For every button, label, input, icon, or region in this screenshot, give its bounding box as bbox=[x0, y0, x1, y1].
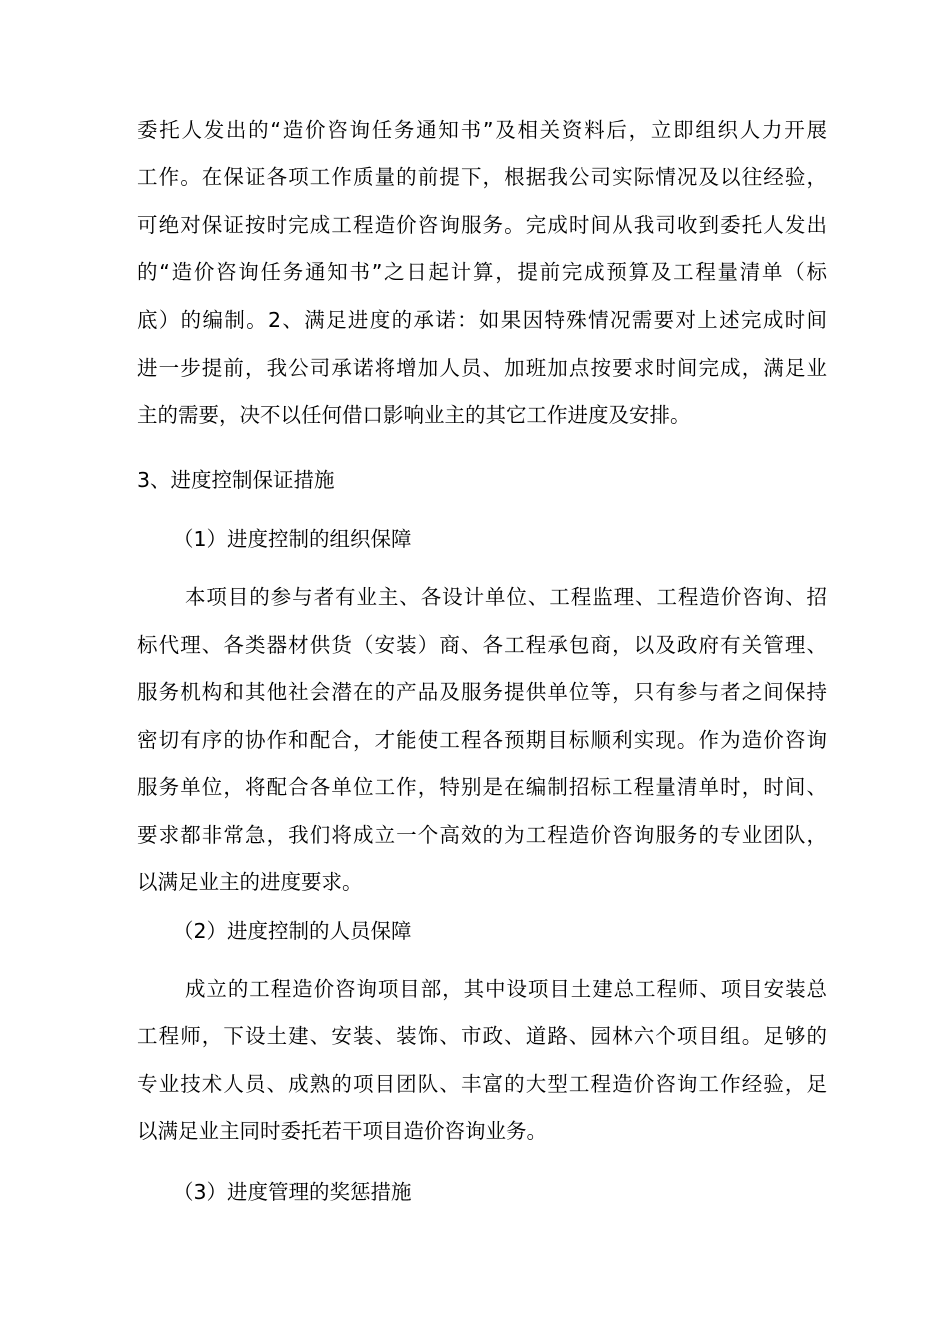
paragraph-1-line-7: 主的需要，决不以任何借口影响业主的其它工作进度及安排。 bbox=[137, 403, 691, 427]
paragraph-3-line-2: 工程师，下设土建、安装、装饰、市政、道路、园林六个项目组。足够的 bbox=[137, 1024, 827, 1048]
paragraph-3-line-3: 专业技术人员、成熟的项目团队、丰富的大型工程造价咨询工作经验，足 bbox=[137, 1072, 827, 1096]
paragraph-1-line-4: 的“造价咨询任务通知书”之日起计算，提前完成预算及工程量清单（标 bbox=[137, 260, 827, 284]
paragraph-3-line-1: 成立的工程造价咨询项目部，其中设项目土建总工程师、项目安装总 bbox=[185, 977, 827, 1001]
paragraph-1-line-6: 进一步提前，我公司承诺将增加人员、加班加点按要求时间完成，满足业 bbox=[137, 356, 827, 380]
paragraph-2-line-7: 以满足业主的进度要求。 bbox=[137, 870, 363, 894]
subheading-3: （3）进度管理的奖惩措施 bbox=[173, 1180, 412, 1204]
subheading-1: （1）进度控制的组织保障 bbox=[173, 527, 412, 551]
paragraph-1-line-3: 可绝对保证按时完成工程造价咨询服务。完成时间从我司收到委托人发出 bbox=[137, 213, 827, 237]
subheading-2: （2）进度控制的人员保障 bbox=[173, 919, 412, 943]
paragraph-3-line-4: 以满足业主同时委托若干项目造价咨询业务。 bbox=[137, 1119, 547, 1143]
paragraph-2-line-3: 服务机构和其他社会潜在的产品及服务提供单位等，只有参与者之间保持 bbox=[137, 680, 827, 704]
section-heading-3: 3、进度控制保证措施 bbox=[137, 468, 335, 492]
paragraph-2-line-6: 要求都非常急，我们将成立一个高效的为工程造价咨询服务的专业团队， bbox=[137, 823, 827, 847]
paragraph-1-line-5: 底）的编制。2、满足进度的承诺：如果因特殊情况需要对上述完成时间 bbox=[137, 308, 827, 332]
paragraph-1-line-1: 委托人发出的“造价咨询任务通知书”及相关资料后，立即组织人力开展 bbox=[137, 118, 827, 142]
paragraph-2-line-1: 本项目的参与者有业主、各设计单位、工程监理、工程造价咨询、招 bbox=[185, 585, 827, 609]
paragraph-2-line-4: 密切有序的协作和配合，才能使工程各预期目标顺利实现。作为造价咨询 bbox=[137, 728, 827, 752]
paragraph-1-line-2: 工作。在保证各项工作质量的前提下，根据我公司实际情况及以往经验， bbox=[137, 165, 827, 189]
paragraph-2-line-2: 标代理、各类器材供货（安装）商、各工程承包商，以及政府有关管理、 bbox=[137, 633, 827, 657]
paragraph-2-line-5: 服务单位，将配合各单位工作，特别是在编制招标工程量清单时，时间、 bbox=[137, 775, 827, 799]
